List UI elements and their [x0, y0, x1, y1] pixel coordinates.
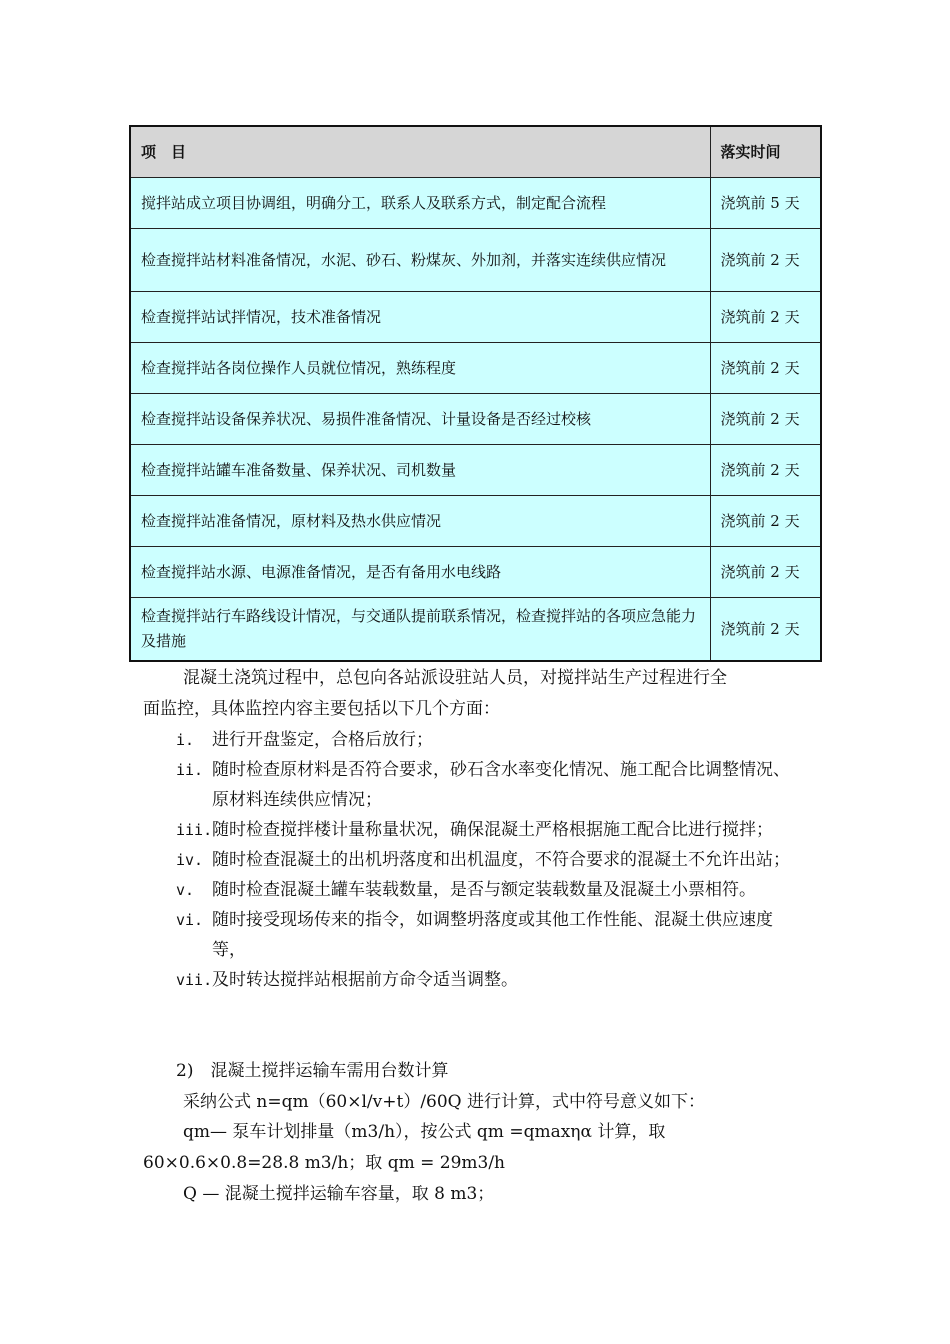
row-item: 检查搅拌站试拌情况，技术准备情况 [130, 292, 710, 343]
list-text: 随时检查混凝土罐车装载数量，是否与额定装载数量及混凝土小票相符。 [212, 880, 756, 900]
row-item: 检查搅拌站行车路线设计情况，与交通队提前联系情况，检查搅拌站的各项应急能力及措施 [130, 598, 710, 662]
row-item: 检查搅拌站准备情况，原材料及热水供应情况 [130, 496, 710, 547]
table-row [130, 229, 821, 292]
list-text: 及时转达搅拌站根据前方命令适当调整。 [212, 970, 518, 990]
list-item [176, 815, 806, 845]
row-time: 浇筑前 2 天 [710, 394, 821, 445]
qm-definition-line-2: 60×0.6×0.8=28.8 m3/h；取 qm = 29m3/h [143, 1153, 506, 1173]
list-item [176, 755, 806, 815]
coordination-table [129, 125, 822, 662]
row-time: 浇筑前 2 天 [710, 343, 821, 394]
header-item: 项 目 [130, 126, 710, 178]
row-item: 检查搅拌站设备保养状况、易损件准备情况、计量设备是否经过校核 [130, 394, 710, 445]
list-text: 随时接受现场传来的指令，如调整坍落度或其他工作性能、混凝土供应速度等， [212, 910, 773, 960]
header-time: 落实时间 [710, 126, 821, 178]
list-item [176, 725, 806, 755]
q-definition-line: Q — 混凝土搅拌运输车容量，取 8 m3； [183, 1184, 495, 1204]
row-item: 检查搅拌站材料准备情况，水泥、砂石、粉煤灰、外加剂，并落实连续供应情况 [130, 229, 710, 292]
table-row [130, 394, 821, 445]
row-time: 浇筑前 2 天 [710, 292, 821, 343]
list-number: i. [176, 731, 195, 749]
table-row [130, 547, 821, 598]
table-row [130, 292, 821, 343]
intro-line-2: 面监控，具体监控内容主要包括以下几个方面： [143, 699, 500, 719]
list-item [176, 905, 806, 965]
list-item [176, 965, 806, 995]
list-number: vi. [176, 911, 204, 929]
list-item [176, 845, 806, 875]
section-heading: 2) 混凝土搅拌运输车需用台数计算 [176, 1061, 449, 1081]
list-number: ii. [176, 761, 204, 779]
list-item [176, 875, 806, 905]
list-number: vii. [176, 971, 213, 989]
row-item: 搅拌站成立项目协调组，明确分工，联系人及联系方式，制定配合流程 [130, 178, 710, 229]
formula-line: 采纳公式 n=qm（60×l/v+t）/60Q 进行计算，式中符号意义如下： [183, 1092, 706, 1112]
row-item: 检查搅拌站罐车准备数量、保养状况、司机数量 [130, 445, 710, 496]
table-row [130, 343, 821, 394]
row-time: 浇筑前 5 天 [710, 178, 821, 229]
row-time: 浇筑前 2 天 [710, 229, 821, 292]
list-number: iii. [176, 821, 213, 839]
intro-line-1: 混凝土浇筑过程中，总包向各站派设驻站人员，对搅拌站生产过程进行全 [183, 668, 727, 688]
list-text: 随时检查搅拌楼计量称量状况，确保混凝土严格根据施工配合比进行搅拌； [212, 820, 773, 840]
row-item: 检查搅拌站水源、电源准备情况，是否有备用水电线路 [130, 547, 710, 598]
row-time: 浇筑前 2 天 [710, 496, 821, 547]
table-row [130, 496, 821, 547]
list-text: 随时检查混凝土的出机坍落度和出机温度，不符合要求的混凝土不允许出站； [212, 850, 790, 870]
list-text: 随时检查原材料是否符合要求，砂石含水率变化情况、施工配合比调整情况、原材料连续供应情况； [212, 760, 790, 810]
row-time: 浇筑前 2 天 [710, 598, 821, 662]
row-item: 检查搅拌站各岗位操作人员就位情况，熟练程度 [130, 343, 710, 394]
row-time: 浇筑前 2 天 [710, 445, 821, 496]
table-row [130, 598, 821, 662]
table-row [130, 178, 821, 229]
row-time: 浇筑前 2 天 [710, 547, 821, 598]
list-number: iv. [176, 851, 204, 869]
list-number: v. [176, 881, 195, 899]
qm-definition-line-1: qm— 泵车计划排量（m3/h），按公式 qm =qmaxηα 计算，取 [183, 1122, 666, 1142]
table-row [130, 445, 821, 496]
monitoring-list [176, 725, 806, 995]
list-text: 进行开盘鉴定，合格后放行； [212, 730, 433, 750]
